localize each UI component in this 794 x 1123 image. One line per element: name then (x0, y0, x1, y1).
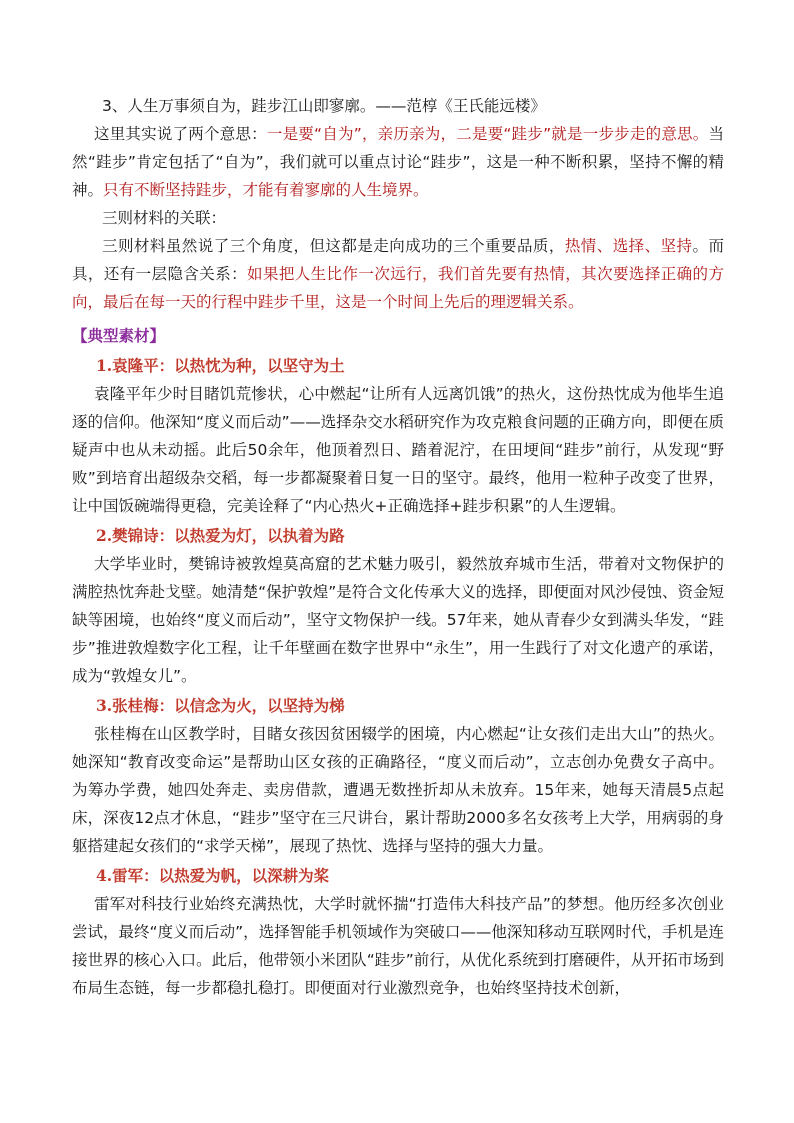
intro-p1-text-a: 这里其实说了两个意思： (94, 125, 267, 143)
material-body: 袁隆平年少时目睹饥荒惨状，心中燃起“让所有人远离饥饿”的热火，这份热忱成为他毕生追逐的信仰。他深知“度义而后动”——选择杂交水稻研究作为攻克粮食问题的正确方向，即便在质疑声中也从未动摇。此后50余年，他顶着烈日、踏着泥泞，在田埂间“跬步”前行，从发现“野败”到培育出超级杂交稻，每一步都凝聚着日复一日的坚守。最终，他用一粒种子改变了世界，让中国饭碗端得更稳，完美诠释了“内心热火+正确选择+跬步积累”的人生逻辑。 (72, 385, 724, 515)
section-heading-typical-materials: 【典型素材】 (72, 327, 166, 345)
intro-paragraph-1 (72, 120, 724, 204)
intro-paragraph-2 (72, 232, 724, 316)
material-body: 雷军对科技行业始终充满热忱，大学时就怀揣“打造伟大科技产品”的梦想。他历经多次创业尝试，最终“度义而后动”，选择智能手机领域作为突破口——他深知移动互联网时代，手机是连接世界的核心入口。此后，他带领小米团队“跬步”前行，从优化系统到打磨硬件，从开拓市场到布局生态链，每一步都稳扎稳打。即便面对行业激烈竞争，也始终坚持技术创新， (72, 895, 724, 997)
intro-p1-highlight-b: 只有不断坚持跬步，才能有着寥廓的人生境界。 (103, 181, 429, 199)
relation-title: 三则材料的关联： (102, 209, 227, 227)
material-title: 1.袁隆平：以热忱为种，以坚守为土 (96, 356, 345, 375)
material-body: 大学毕业时，樊锦诗被敦煌莫高窟的艺术魅力吸引，毅然放弃城市生活，带着对文物保护的满腔热忱奔赴戈壁。她清楚“保护敦煌”是符合文化传承大义的选择，即便面对风沙侵蚀、资金短缺等困境，也始终“度义而后动”，坚守文物保护一线。57年来，她从青春少女到满头华发，“跬步”推进敦煌数字化工程，让千年壁画在数字世界中“永生”，用一生践行了对文化遗产的承诺，成为“敦煌女儿”。 (72, 555, 724, 685)
material-body: 张桂梅在山区教学时，目睹女孩因贫困辍学的困境，内心燃起“让女孩们走出大山”的热火。她深知“教育改变命运”是帮助山区女孩的正确路径，“度义而后动”，立志创办免费女子高中。为筹办学费，她四处奔走、卖房借款，遭遇无数挫折却从未放弃。15年来，她每天清晨5点起床，深夜12点才休息，“跬步”坚守在三尺讲台，累计帮助2000多名女孩考上大学，用病弱的身躯搭建起女孩们的“求学天梯”，展现了热忱、选择与坚持的强大力量。 (72, 725, 724, 855)
material-title: 3.张桂梅：以信念为火，以坚持为梯 (96, 696, 345, 715)
intro-p2-highlight-a: 热情、选择、坚持 (564, 237, 693, 255)
material-title: 4.雷军：以热爱为帆，以深耕为桨 (96, 866, 330, 885)
intro-p2-highlight-b: 如果把人生比作一次远行，我们首先要有热情，其次要选择正确的方向，最后在每一天的行程中跬步千里，这是一个时间上先后的理逻辑关系。 (72, 265, 724, 311)
intro-p2-text-a: 三则材料虽然说了三个角度，但这都是走向成功的三个重要品质， (102, 237, 565, 255)
document-page (72, 92, 724, 1002)
quote-item-3: 3、人生万事须自为，跬步江山即寥廓。——范椁《王氏能远楼》 (102, 97, 546, 115)
intro-p2-text-b: 。而具，还有一层隐含关系： (72, 237, 724, 283)
intro-p1-text-b: 当然“跬步”肯定包括了“自为”，我们就可以重点讨论“跬步”，这是一种不断积累，坚持不懈的精神。 (72, 125, 724, 199)
material-title: 2.樊锦诗：以热爱为灯，以执着为路 (96, 526, 345, 545)
intro-p1-highlight-a: 一是要“自为”，亲历亲为，二是要“跬步”就是一步步走的意思。 (266, 125, 709, 143)
